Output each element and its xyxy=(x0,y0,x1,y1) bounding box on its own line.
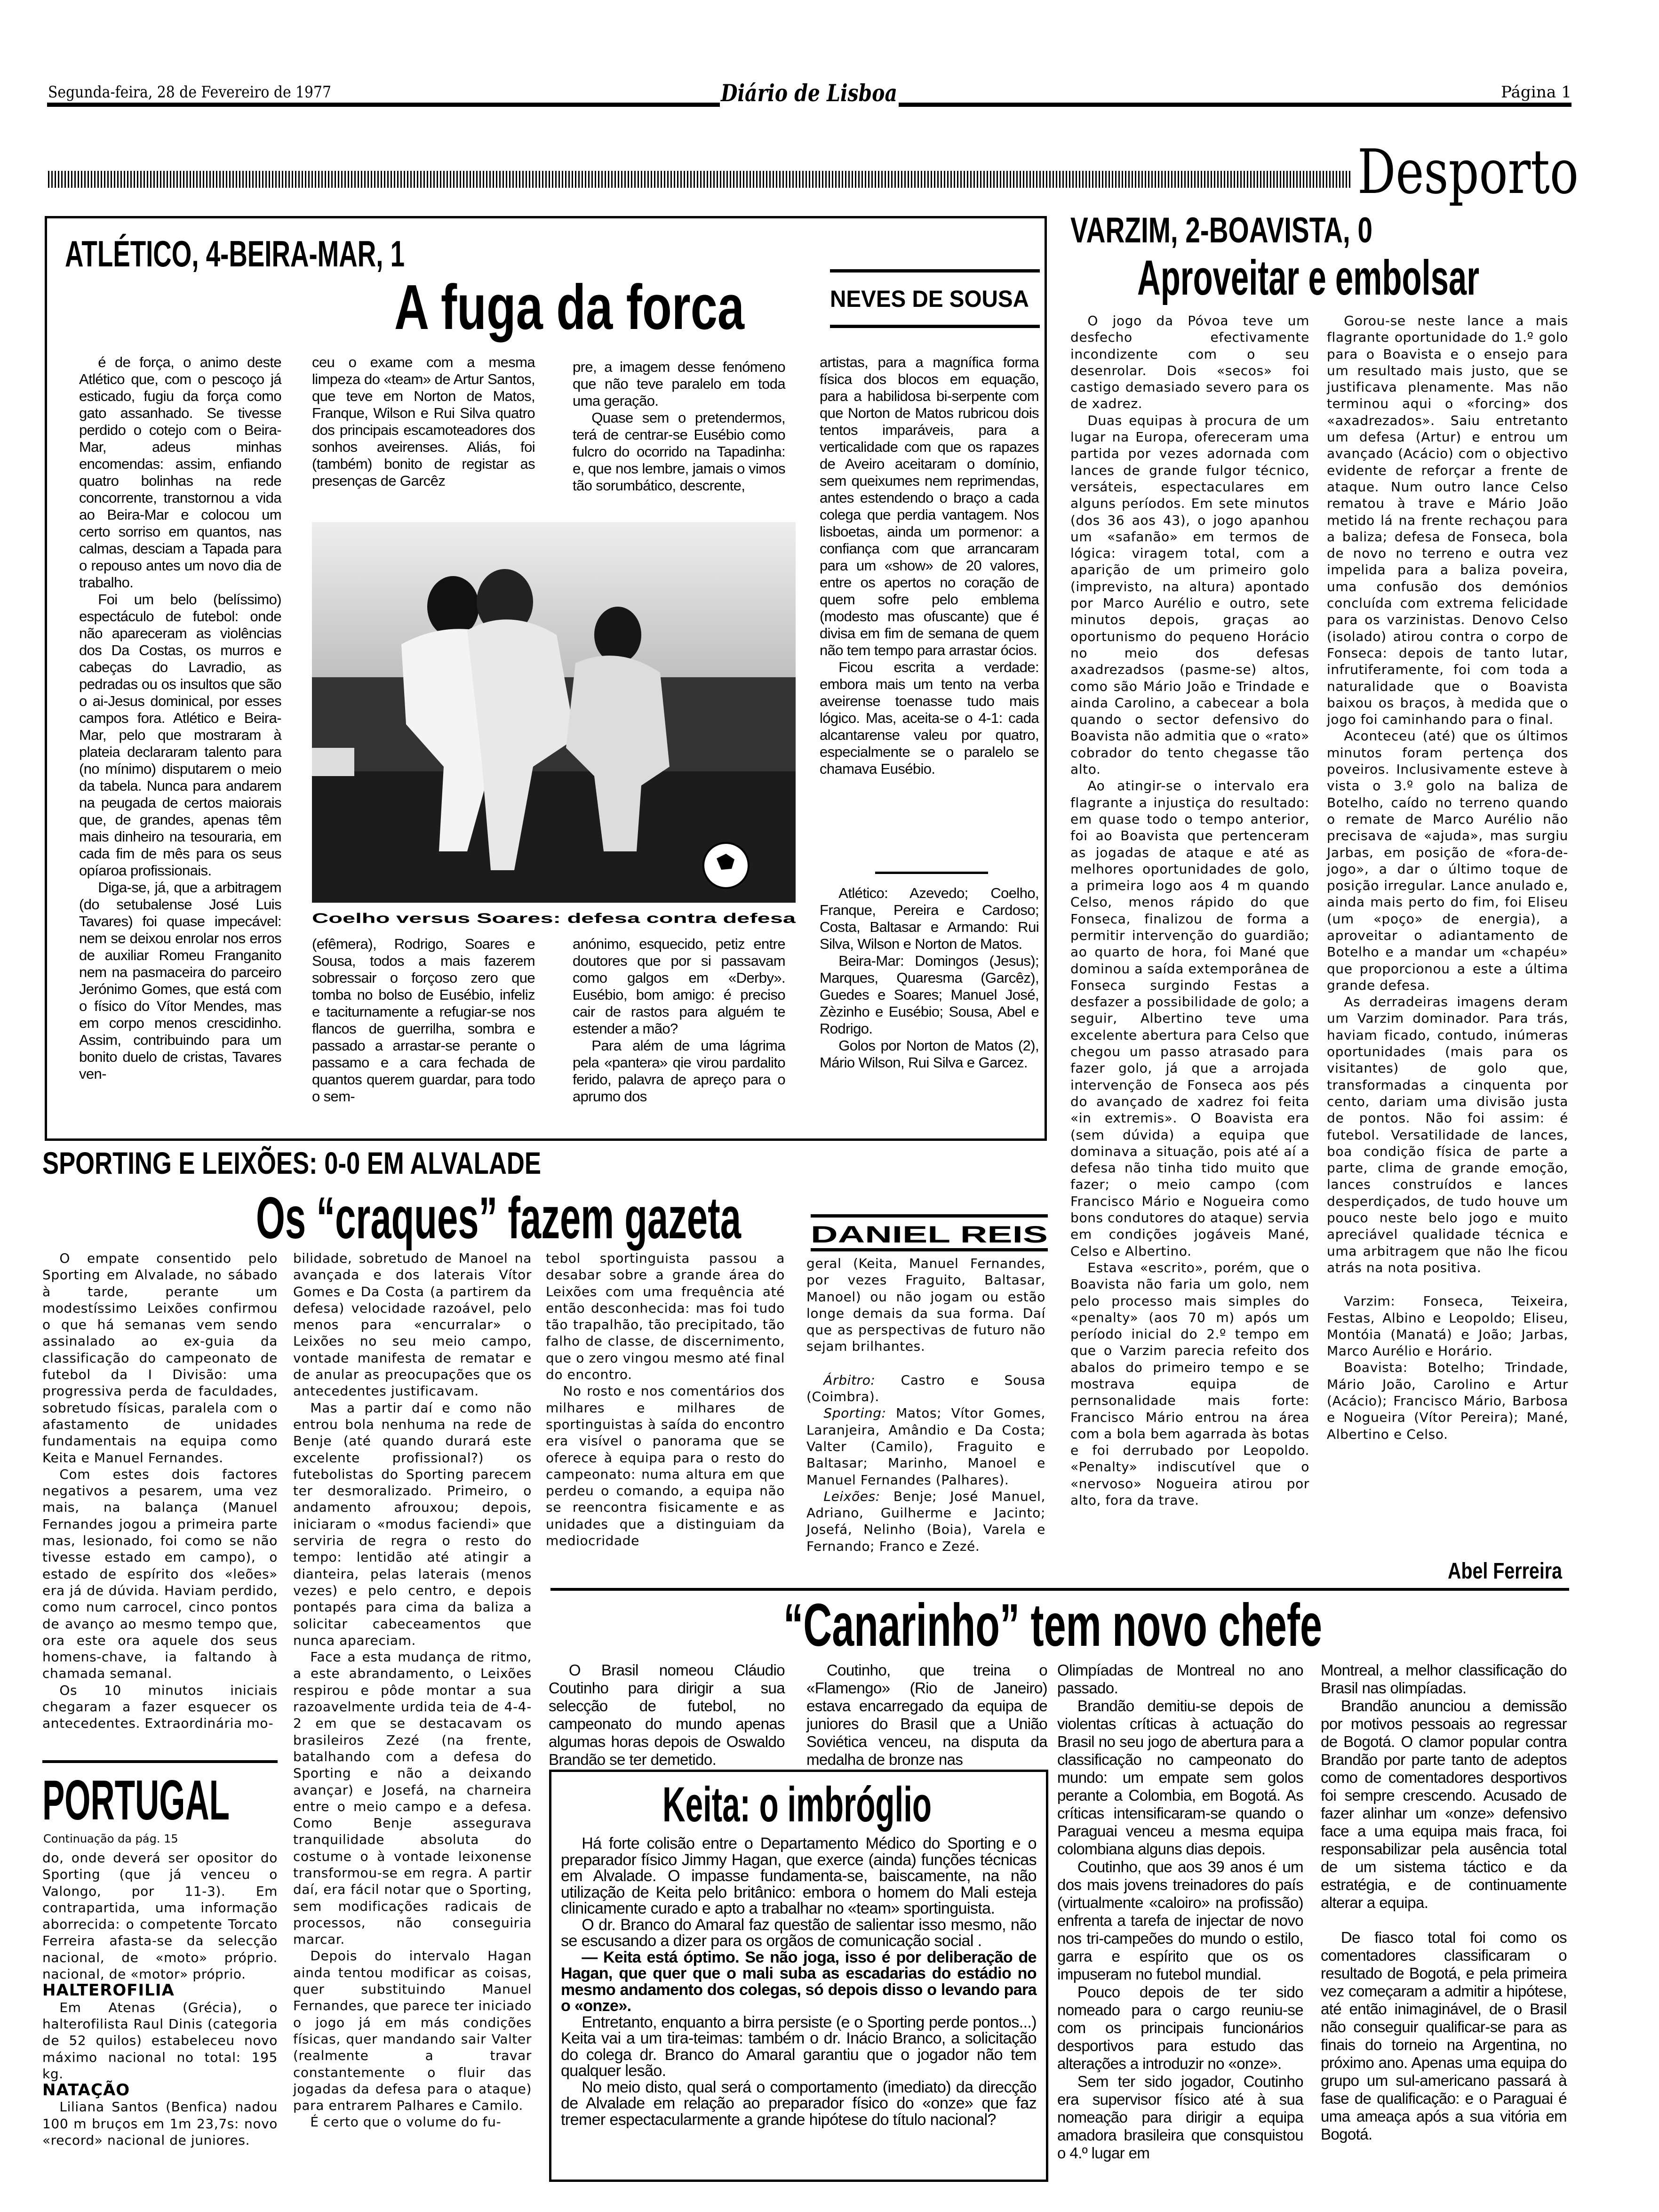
section-title: Desporto xyxy=(1357,136,1579,208)
varzim-column-2 xyxy=(1327,313,1568,1555)
sporting-column-2 xyxy=(293,1250,532,2198)
portugal-body xyxy=(42,1850,278,2198)
atletico-lineups xyxy=(820,885,1039,1139)
paragraph: Coutinho, que aos 39 anos é um dos mais jovens treinadores do país (virtualmente «caloiro» na profissão) enfrenta a tarefa de injectar de novo nos tri-campeões do mundo o estilo, garra e espírito que os os impuseram no futebol mundial. xyxy=(1057,1858,1303,1983)
paragraph: Sem ter sido jogador, Coutinho era supervisor físico até à sua nomeação para dirigir a equipa amadora brasileira que consquistou o 4.º lugar em xyxy=(1057,2073,1303,2162)
paragraph: Olimpíadas de Montreal no ano passado. xyxy=(1057,1661,1303,1697)
canarinho-column-2 xyxy=(806,1661,1047,1768)
paragraph: Face a esta mudança de ritmo, a este abrandamento, o Leixões respirou e pôde montar a sua razoavelmente urdida teia de 4-4-2 em que se destacavam os brasileiros Zezé (na frente, batalhando com a defesa do Sporting e não a deixando avançar) e Josefá, na charneira entre o meio campo e a defesa. Como Benje assegurava tranquilidade absoluta do costume o à vontade leixonense transformou-se em regra. A partir daí, era fácil notar que o Sporting, sem modificações radicais de processos, não conseguiria marcar. xyxy=(293,1649,532,1948)
paragraph: Para além de uma lágrima pela «pantera» qie virou pardalito ferido, palavra de apreço para o aprumo dos xyxy=(573,1037,785,1105)
paragraph: As derradeiras imagens deram um Varzim dominador. Para trás, haviam ficado, contudo, inúmeras oportunidades (mais para os visitantes) de golo que, transformadas a cinquenta por cento, dariam uma divisão justa de pontos. Não foi assim: é futebol. Versatilidade de lances, boa condição física de parte a parte, clima de grande emoção, lances construídos e lances desperdiçados, de tudo houve um pouco neste belo jogo e muito apreciável qualidade técnica e uma arbitragem que não lhe ficou atrás na nota positiva. xyxy=(1327,994,1568,1275)
paragraph: Árbitro: Castro e Sousa (Coimbra). xyxy=(806,1372,1045,1405)
atletico-column-4 xyxy=(820,354,1039,864)
canarinho-column-4 xyxy=(1321,1661,1567,2196)
paragraph: anónimo, esquecido, petiz entre doutores que por si passavam como galgos em «Derby». Eusébio, bom amigo: é preciso cair de rastos para alguém te estender a mão? xyxy=(573,936,785,1037)
paragraph: Em Atenas (Grécia), o halterofilista Raul Dinis (categoria de 52 quilos) estabeleceu novo máximo nacional no total: 195 kg. xyxy=(42,1999,278,2082)
paragraph: Atlético: Azevedo; Coelho, Franque, Pereira e Cardoso; Costa, Baltasar e Armando: Rui Silva, Wilson e Norton de Matos. xyxy=(820,885,1039,952)
paragraph: Boavista: Botelho; Trindade, Mário João, Carolino e Artur (Acácio); Francisco Mário, Barbosa e Nogueira (Vítor Pereira); Mané, Albertino e Celso. xyxy=(1327,1360,1568,1442)
paragraph: HALTEROFILIA xyxy=(42,1981,175,2000)
paragraph: É certo que o volume do fu- xyxy=(310,2114,502,2130)
paragraph: Montreal, a melhor classificação do Brasil nas olimpíadas. xyxy=(1321,1661,1567,1697)
paragraph: Com estes dois factores negativos a pesarem, uma vez mais, na balança (Manuel Fernandes jogou a primeira parte mas, lesionado, foi como se não tivesse estado em campo), o estado de espírito dos «leões» era já de dúvida. Haviam perdido, como num carrocel, cinco pontos de avanço ao mesmo tempo que, ora este ora aquele dos seus homens-chave, ia faltando à chamada semanal. xyxy=(42,1466,278,1682)
header-rule-left xyxy=(47,103,720,107)
paragraph: Ficou escrita a verdade: embora mais um tento na verba aveirense toenasse tudo mais lógico. Mas, aceita-se o 4-1: cada alcantarense valeu por quatro, especialmente se o paralelo se chamava Eusébio. xyxy=(820,659,1039,777)
paragraph: Brandão demitiu-se depois de violentas críticas à actuação do Brasil no seu jogo de abertura para a classificação no campeonato do mundo: um empate sem golos perante a Colombia, em Bogotá. As críticas intensificaram-se quando o Paraguai venceu a mesma equipa colombiana alguns dias depois. xyxy=(1057,1697,1303,1858)
paragraph: O dr. Branco do Amaral faz questão de salientar isso mesmo, não se escusando a dizer para os orgãos de comunicação social . xyxy=(561,1915,1037,1950)
paragraph: é de força, o animo deste Atlético que, com o pescoço já esticado, fugiu da força como gato assanhado. Se tivesse perdido o cotejo com o Beira-Mar, adeus minhas encomendas: assim, enfiando quatro bolinhas na rede concorrente, transtornou a vida ao Beira-Mar e colocou um certo sorriso em quantos, nas calmas, desciam a Tapada para o repouso antes um novo dia de trabalho. xyxy=(79,354,281,591)
paragraph: Quase sem o pretendermos, terá de centrar-se Eusébio como fulcro do ocorrido na Tapadinha: e, que nos lembre, jamais o vimos tão sorumbático, descrente, xyxy=(573,409,785,494)
paragraph: O Brasil nomeou Cláudio Coutinho para dirigir a sua selecção de futebol, no campeonato do mundo apenas algumas horas depois de Oswaldo Brandão se ter demetido. xyxy=(549,1661,785,1768)
paragraph: Brandão anunciou a demissão por motivos pessoais ao regressar de Bogotá. O clamor popular contra Brandão por parte tanto de adeptos como de comentadores desportivos foi sempre crescendo. Acusado de fazer alinhar um «onze» defensivo face a uma equipa mais fraca, foi responsabilizar pela ausência total de um sistema táctico e da estratégia, e de continuamente alterar a equipa. xyxy=(1321,1697,1567,1911)
canarinho-column-1 xyxy=(549,1661,785,1768)
varzim-byline: Abel Ferreira xyxy=(1448,1559,1562,1584)
byline-neves-de-sousa xyxy=(830,269,1040,329)
byline-rule-bottom xyxy=(830,325,1040,328)
paragraph: Gorou-se neste lance a mais flagrante oportunidade do 1.º golo para o Boavista e o ensejo para um resultado mais justo, que se justificava plenamente. Mas não terminou aqui o «forcing» dos «axadrezados». Saiu entretanto um defesa (Artur) e entrou um avançado (Acácio) com o objectivo evidente de reforçar a frente de ataque. Num outro lance Celso rematou à trave e Mário João metido lá na frente rechaçou para a baliza; defesa de Fonseca, bola de novo no terreno e outra vez impelida para a baliza poveira, uma confusão dos demónios concluída com extrema felicidade para os varzinistas. Denovo Celso (isolado) atirou contra o corpo de Fonseca: depois de tanto lutar, infrutiferamente, foi com toda a naturalidade que o Boavista baixou os braços, à medida que o jogo foi caminhando para o final. xyxy=(1327,313,1568,728)
lineup-label: Leixões: xyxy=(823,1488,880,1504)
atletico-kicker: ATLÉTICO, 4-BEIRA-MAR, 1 xyxy=(65,233,405,274)
varzim-column-1 xyxy=(1070,313,1309,1583)
atletico-column-2-top xyxy=(312,354,535,506)
paragraph: Ao atingir-se o intervalo era flagrante a injustiça do resultado: em quase todo o tempo anterior, foi ao Boavista que pertenceram as jogadas de ataque e até as melhores oportunidades de golo, a primeira logo aos 4 m quando Celso, menos rápido do que Fonseca, finalizou de forma a permitir intervenção do guardião; ao quarto de hora, foi Mané que dominou a saída extemporânea de Fonseca surgindo Festas a desfazer a possibilidade de golo; a seguir, Albertino teve uma excelente abertura para Celso que chegou um passo atrasado para fazer golo, já que a arrojada intervenção de Fonseca aos pés do avançado de xadrez foi feita «in extremis». O Boavista era (sem dúvida) a equipa que dominava a situação, pois até aí a defesa não tinha tido muito que fazer; o meio campo (com Francisco Mário e Nogueira como bons condutores do ataque) servia em condições jogáveis Mané, Celso e Albertino. xyxy=(1070,778,1309,1259)
paragraph: De fiasco total foi como os comentadores classificaram o resultado de Bogotá, e pela primeira vez começaram a admitir a hipótese, até então inimaginável, de o Brasil não conseguir qualificar-se para as finais do torneio na Argentina, no próximo ano. Apenas uma equipa do grupo um sul-americano passará à fase de qualificação: e o Paraguai é uma ameaça após a sua vitória em Bogotá. xyxy=(1321,1929,1567,2143)
atletico-column-1 xyxy=(79,354,281,1137)
atletico-column-3-top xyxy=(573,359,785,511)
issue-date: Segunda-feira, 28 de Fevereiro de 1977 xyxy=(48,83,331,102)
byline-rule-top xyxy=(811,1214,1048,1218)
byline-daniel-reis xyxy=(811,1214,1048,1252)
paragraph: No rosto e nos comentários dos milhares e milhares de sportinguistas à saída do encontro era visível o panorama que se oferece à equipa para o resto do campeonato: numa altura em que perdeu o comando, a equipa não se reencontra fisicamente e as unidades que a distinguiam da mediocridade xyxy=(546,1383,785,1549)
atletico-column-2-bottom xyxy=(312,936,535,1138)
paragraph: Entretanto, enquanto a birra persiste (e o Sporting perde pontos...) Keita vai a um tira-teimas: também o dr. Inácio Branco, a solicitação do colega dr. Branco do Amaral garantiu que o jogador não tem qualquer lesão. xyxy=(561,2013,1037,2080)
byline-rule-top xyxy=(830,269,1040,272)
atletico-column-3-bottom xyxy=(573,936,785,1138)
paragraph: pre, a imagem desse fenómeno que não teve paralelo em toda uma geração. xyxy=(573,359,785,409)
paragraph: Sporting: Matos; Vítor Gomes, Laranjeira, Amândio e Da Costa; Valter (Camilo), Fraguito e Baltasar; Marinho, Manoel e Manuel Fernandes (Palhares). xyxy=(806,1405,1045,1488)
paragraph: geral (Keita, Manuel Fernandes, por vezes Fraguito, Baltasar, Manoel) ou não jogam ou estão longe demais da sua forma. Daí que as perspectivas de futuro não sejam brilhantes. xyxy=(806,1256,1045,1354)
match-photo xyxy=(312,522,796,903)
lineup-divider xyxy=(875,872,988,874)
paragraph: Pouco depois de ter sido nomeado para o cargo reuniu-se com os principais funcionários desportivos para estudo das alterações a introduzir no «onze». xyxy=(1057,1983,1303,2072)
section-divider xyxy=(550,1588,1569,1591)
paragraph: artistas, para a magnífica forma física dos blocos em equação, para a habilidosa bi-serpente com que Norton de Matos rubricou dois tentos imparáveis, para a verticalidade com que os rapazes de Aveiro aceitaram o domínio, sem queixumes nem reprimendas, antes estendendo o braço a cada colega que perdia vantagem. Nos lisboetas, ainda um pormenor: a confiança com que arrancaram para um «show» de 20 valores, entre os apertos no coração de quem sofre pelo emblema (modesto mas ofuscante) que é divisa em fim de semana de quem não tem tempo para arrastar ócios. xyxy=(820,354,1039,658)
masthead: Diário de Lisboa xyxy=(721,79,897,107)
paragraph: Duas equipas à procura de um lugar na Europa, ofereceram uma partida por vezes adornada com lances de grande fulgor técnico, versáteis, espectaculares em alguns períodos. Em sete minutos (dos 36 aos 43), o jogo apanhou um «safanão» em termos de lógica: viragem total, com a aparição de um primeiro golo (imprevisto, na altura) apontado por Marco Aurélio e outro, sete minutos depois, graças ao oportunismo do pequeno Horácio no meio dos defesas axadrezadsos (pasme-se) altos, como são Mário João e Trindade e ainda Carolino, a cabecear a bola quando o sector defensivo do Boavista não admitia que o «rato» cobrador do tento chegasse tão alto. xyxy=(1070,412,1309,777)
paragraph: ceu o exame com a mesma limpeza do «team» de Artur Santos, que teve em Norton de Matos, Franque, Wilson e Rui Silva quatro dos principais escamoteadores dos sonhos aveirenses. Aliás, foi (também) bonito de registar as presenças de Garcêz xyxy=(312,354,535,489)
paragraph: (efêmera), Rodrigo, Soares e Sousa, todos a mais fazerem sobressair o forçoso zero que tomba no bolso de Eusébio, infeliz e taciturnamente a refugiar-se nos flancos de guerrilha, sombra e passado a arrastar-se perante o passamo e a cara fechada de quantos querem guardar, para todo o sem- xyxy=(312,936,535,1105)
paragraph: Liliana Santos (Benfica) nadou 100 m bruços em 1m 23,7s: novo «record» nacional de juniores. xyxy=(42,2099,278,2148)
sporting-kicker: SPORTING E LEIXÕES: 0-0 EM ALVALADE xyxy=(42,1146,541,1180)
portugal-title: PORTUGAL xyxy=(42,1769,230,1832)
canarinho-headline: “Canarinho” tem novo chefe xyxy=(783,1592,1322,1659)
photo-image xyxy=(312,522,796,903)
paragraph: NATAÇÃO xyxy=(42,2081,130,2100)
canarinho-column-3 xyxy=(1057,1661,1303,2196)
lineup-label: Sporting: xyxy=(823,1405,886,1421)
sporting-headline: Os “craques” fazem gazeta xyxy=(256,1186,741,1251)
header-rule-right xyxy=(899,103,1571,107)
paragraph: bilidade, sobretudo de Manoel na avançada e dos laterais Vítor Gomes e Da Costa (a partirem da defesa) velocidade razoável, pelo menos para «encurralar» o Leixões no seu meio campo, vontade manifesta de rematar e de anular as preocupações que os antecedentes justificavam. xyxy=(293,1250,532,1399)
byline-name: DANIEL REIS xyxy=(811,1221,1048,1248)
sporting-column-4 xyxy=(806,1255,1045,1585)
paragraph: Os 10 minutos iniciais chegaram a fazer esquecer os antecedentes. Extraordinária mo- xyxy=(42,1682,278,1731)
page-number: Página 1 xyxy=(1501,83,1571,102)
varzim-headline: Aproveitar e embolsar xyxy=(1137,250,1479,305)
section-hatch-bar xyxy=(48,171,1351,188)
paragraph: Golos por Norton de Matos (2), Mário Wilson, Rui Silva e Garcez. xyxy=(820,1037,1039,1071)
byline-name: NEVES DE SOUSA xyxy=(830,286,1029,312)
portugal-rule xyxy=(42,1760,278,1763)
paragraph: tebol sportinguista passou a desabar sobre a grande área do Leixões com uma frequência até então desconhecida: mas foi tudo tão trapalhão, tão precipitado, tão falho de classe, de discernimento, que o zero vingou mesmo até final do encontro. xyxy=(546,1250,785,1383)
paragraph: Beira-Mar: Domingos (Jesus); Marques, Quaresma (Garcêz), Guedes e Soares; Manuel José, Zèzinho e Eusébio; Sousa, Abel e Rodrigo. xyxy=(820,953,1039,1037)
paragraph: Varzim: Fonseca, Teixeira, Festas, Albino e Leopoldo; Eliseu, Montóia (Manatá) e João; Jarbas, Marco Aurélio e Horário. xyxy=(1327,1293,1568,1359)
sporting-column-3 xyxy=(546,1250,785,1570)
photo-caption: Coelho versus Soares: defesa contra defesa xyxy=(312,911,796,926)
paragraph: Mas a partir daí e como não entrou bola nenhuma na rede de Benje (até quando durará este excelente profissional?) os futebolistas do Sporting parecem ter desmoralizado. Primeiro, o andamento afrouxou; depois, iniciaram o «modus faciendi» que serviria de regra o resto do tempo: lentidão até atingir a dianteira, pelas laterais (menos vezes) e pelo centro, e depois pontapés para cima da baliza a solicitar cabeceamentos que nunca apareciam. xyxy=(293,1400,532,1648)
keita-body xyxy=(561,1835,1037,2175)
paragraph: Foi um belo (belíssimo) espectáculo de futebol: onde não apareceram as violências dos Da Costas, os murros e cabeças do Lavradio, as pedradas ou os insultos que são o ai-Jesus dominical, por esses campos fora. Atlético e Beira-Mar, pelo que mostraram à plateia declararam talento para (no mínimo) disputarem o meio da tabela. Nunca para andarem na peugada de certos maiorais que, de grandes, apenas têm mais dinheiro na tesouraria, em cada fim de mês para os seus opíaroa profissionais. xyxy=(79,591,281,879)
varzim-kicker: VARZIM, 2-BOAVISTA, 0 xyxy=(1070,210,1372,250)
keita-headline: Keita: o imbróglio xyxy=(662,1777,932,1832)
paragraph: — Keita está óptimo. Se não joga, isso é por deliberação de Hagan, que quer que o mali suba as escadarias do estádio no mesmo andamento dos colegas, só depois disso o levando para o «onze». xyxy=(561,1948,1037,2015)
paragraph: Aconteceu (até) que os últimos minutos foram pertença dos poveiros. Inclusivamente esteve à vista o 3.º golo na baliza de Botelho, caído no terreno quando o remate de Marco Aurélio não precisava de «ajuda», mas surgiu Jarbas, em posição de «fora-de-jogo», a dar o último toque de posição irregular. Lance anulado e, ainda mais perto do fim, foi Eliseu (um «poço» de energia), a aproveitar o adiantamento de Botelho e a mandar um «chapéu» que proporcionou a este a última grande defesa. xyxy=(1327,728,1568,993)
paragraph: Leixões: Benje; José Manuel, Adriano, Guilherme e Jacinto; Josefá, Nelinho (Boia), Varela e Fernando; Franco e Zezé. xyxy=(806,1488,1045,1554)
paragraph: Diga-se, já, que a arbitragem (do setubalense José Luis Tavares) foi quase impecável: nem se deixou enrolar nos erros de auxiliar Romeu Franganito nem na pasmaceira do parceiro Jerónimo Gomes, que está com o físico do Vítor Mendes, mas em corpo menos crescidinho. Assim, contribuindo para um bonito duelo de cristas, Tavares ven- xyxy=(79,879,281,1082)
paragraph: No meio disto, qual será o comportamento (imediato) da direcção de Alvalade em relação ao preparador físico do «onze» que faz tremer espectacularmente a grande hipótese do título nacional? xyxy=(561,2078,1037,2129)
paragraph: O empate consentido pelo Sporting em Alvalade, no sábado à tarde, perante um modestíssimo Leixões confirmou o que há semanas vem sendo assinalado ao ex-guia da classificação do campeonato de futebol da I Divisão: uma progressiva perda de faculdades, sobretudo físicas, paralela com o afastamento de unidades fundamentais na equipa como Keita e Manuel Fernandes. xyxy=(42,1250,278,1466)
paragraph: do, onde deverá ser opositor do Sporting (que já venceu o Valongo, por 11-3). Em contrapartida, uma informação aborrecida: o competente Torcato Ferreira afasta-se da selecção nacional, de «moto» próprio. nacional, de «motor» próprio. xyxy=(42,1850,278,1982)
paragraph: Há forte colisão entre o Departamento Médico do Sporting e o preparador físico Jimmy Hagan, que exerce (ainda) funções técnicas em Alvalade. O impasse fundamenta-se, baiscamente, na não utilização de Keita pelo britânico: embora o homem do Mali esteja clinicamente curado e apto a trabalhar no «team» sportinguista. xyxy=(561,1835,1037,1917)
sporting-column-1 xyxy=(42,1250,278,1751)
continuation-note: Continuação da pág. 15 xyxy=(43,1832,178,1845)
atletico-headline: A fuga da forca xyxy=(394,272,744,343)
paragraph: Estava «escrito», porém, que o Boavista não faria um golo, nem pelo processo mais simples do «penalty» (aos 70 m) após um período inicial do 2.º tempo em que o Varzim parecia refeito dos abalos do primeiro tempo e se mostrava equipa de pernsonalidade mais forte: Francisco Mário entrou na área com a bola bem agarrada às botas e foi derrubado por Leopoldo. «Penalty» indiscutível que o «nervoso» Nogueira atirou por alto, fora da trave. xyxy=(1070,1259,1309,1508)
paragraph: Depois do intervalo Hagan ainda tentou modificar as coisas, quer substituindo Manuel Fernandes, que parece ter iniciado o jogo já em más condições físicas, quer mandando sair Valter (realmente a travar constantemente o fluir das jogadas da defesa para o ataque) para entrarem Palhares e Camilo. xyxy=(293,1948,532,2114)
lineup-label: Árbitro: xyxy=(823,1372,876,1388)
paragraph: Coutinho, que treina o «Flamengo» (Rio de Janeiro) estava encarregado da equipa de juniores do Brasil que a União Soviética venceu, na disputa da medalha de bronze nas xyxy=(806,1661,1047,1768)
paragraph: O jogo da Póvoa teve um desfecho efectivamente incondizente com o seu desenrolar. Dois «secos» foi castigo demasiado severo para os de xadrez. xyxy=(1070,313,1309,412)
byline-rule-bottom xyxy=(811,1248,1048,1251)
